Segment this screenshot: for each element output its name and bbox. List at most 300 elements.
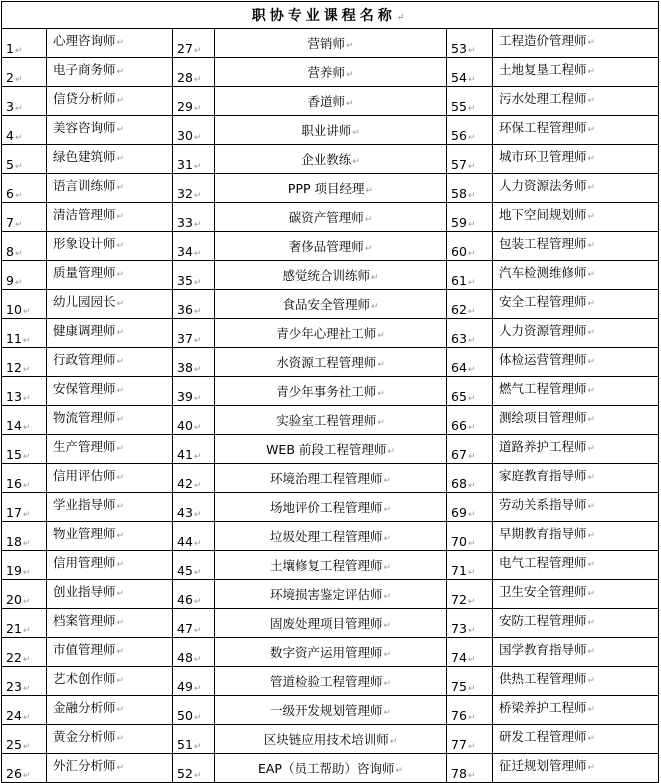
paragraph-mark-icon: ↵: [193, 191, 202, 201]
course-name-text: 环保工程管理师: [499, 120, 587, 135]
table-title: [2, 2, 659, 29]
course-name-text: 供热工程管理师: [499, 671, 587, 686]
paragraph-mark-icon: ↵: [587, 502, 596, 512]
course-number: [173, 609, 215, 638]
course-number: [447, 493, 493, 522]
course-number: [447, 725, 493, 754]
course-name: [493, 464, 659, 493]
course-number: [447, 580, 493, 609]
course-name-text: 行政管理师: [53, 352, 116, 367]
course-name: [47, 754, 173, 783]
course-number-text: 16: [6, 476, 22, 491]
paragraph-mark-icon: ↵: [22, 336, 31, 346]
course-name-text: 土地复垦工程师: [499, 62, 587, 77]
course-number-text: 37: [177, 331, 193, 346]
course-number-text: 10: [6, 302, 22, 317]
paragraph-mark-icon: ↵: [22, 626, 31, 636]
course-number-text: 60: [451, 244, 467, 259]
paragraph-mark-icon: ↵: [116, 618, 125, 628]
course-number-text: 21: [6, 621, 22, 636]
course-name: [493, 580, 659, 609]
course-number: [2, 667, 47, 696]
course-name-text: 黄金分析师: [53, 729, 116, 744]
course-name-text: 心理咨询师: [53, 33, 116, 48]
course-number: [173, 580, 215, 609]
paragraph-mark-icon: ↵: [193, 133, 202, 143]
paragraph-mark-icon: ↵: [116, 183, 125, 193]
course-number-text: 28: [177, 70, 193, 85]
paragraph-mark-icon: ↵: [193, 626, 202, 636]
paragraph-mark-icon: ↵: [396, 13, 409, 23]
paragraph-mark-icon: ↵: [377, 418, 385, 428]
paragraph-mark-icon: ↵: [377, 360, 385, 370]
course-name-text: 营养师: [307, 65, 345, 80]
course-name-text: 数字资产运用管理师: [269, 645, 383, 660]
paragraph-mark-icon: ↵: [587, 763, 596, 773]
course-number-text: 53: [451, 41, 467, 56]
course-number: [2, 580, 47, 609]
course-number: [447, 377, 493, 406]
course-number-text: 48: [177, 650, 193, 665]
paragraph-mark-icon: ↵: [116, 328, 125, 338]
paragraph-mark-icon: ↵: [467, 133, 476, 143]
paragraph-mark-icon: ↵: [467, 365, 476, 375]
paragraph-mark-icon: ↵: [193, 220, 202, 230]
course-number: [447, 348, 493, 377]
paragraph-mark-icon: ↵: [587, 618, 596, 628]
paragraph-mark-icon: ↵: [22, 597, 31, 607]
paragraph-mark-icon: ↵: [587, 386, 596, 396]
course-name: [493, 319, 659, 348]
course-number: [2, 551, 47, 580]
paragraph-mark-icon: ↵: [467, 742, 476, 752]
course-number-text: 20: [6, 592, 22, 607]
course-number: [173, 145, 215, 174]
paragraph-mark-icon: ↵: [467, 423, 476, 433]
course-number-text: 24: [6, 708, 22, 723]
course-name-text: 食品安全管理师: [282, 297, 370, 312]
course-name: [215, 580, 447, 609]
course-number: [2, 493, 47, 522]
paragraph-mark-icon: ↵: [467, 626, 476, 636]
paragraph-mark-icon: ↵: [116, 705, 125, 715]
course-name: [215, 261, 447, 290]
paragraph-mark-icon: ↵: [193, 278, 202, 288]
paragraph-mark-icon: ↵: [587, 328, 596, 338]
course-number: [173, 232, 215, 261]
course-number: [2, 406, 47, 435]
course-number-text: 22: [6, 650, 22, 665]
course-name-text: 劳动关系指导师: [499, 497, 587, 512]
course-name: [47, 58, 173, 87]
paragraph-mark-icon: ↵: [467, 307, 476, 317]
course-name-text: 形象设计师: [53, 236, 116, 251]
course-name: [47, 174, 173, 203]
course-name-text: 美容咨询师: [53, 120, 116, 135]
course-name: [215, 522, 447, 551]
paragraph-mark-icon: ↵: [383, 505, 392, 515]
course-number: [447, 261, 493, 290]
paragraph-mark-icon: ↵: [395, 766, 404, 776]
course-number: [2, 435, 47, 464]
course-number-text: 8: [6, 244, 14, 259]
course-name: [493, 58, 659, 87]
paragraph-mark-icon: ↵: [193, 452, 202, 462]
course-number-text: 57: [451, 157, 467, 172]
course-number: [447, 464, 493, 493]
course-number-text: 42: [177, 476, 193, 491]
course-name-text: 清洁管理师: [53, 207, 116, 222]
course-number-text: 26: [6, 766, 22, 781]
paragraph-mark-icon: ↵: [193, 684, 202, 694]
course-name: [215, 406, 447, 435]
course-number-text: 64: [451, 360, 467, 375]
paragraph-mark-icon: ↵: [14, 191, 23, 201]
course-name-text: 学业指导师: [53, 497, 116, 512]
course-number-text: 59: [451, 215, 467, 230]
paragraph-mark-icon: ↵: [22, 394, 31, 404]
paragraph-mark-icon: ↵: [116, 67, 125, 77]
course-name-text: 研发工程管理师: [499, 729, 587, 744]
course-name: [215, 551, 447, 580]
course-number-text: 7: [6, 215, 14, 230]
course-name: [215, 319, 447, 348]
course-number-text: 45: [177, 563, 193, 578]
course-number-text: 51: [177, 737, 193, 752]
paragraph-mark-icon: ↵: [193, 162, 202, 172]
paragraph-mark-icon: ↵: [345, 70, 354, 80]
course-number-text: 77: [451, 737, 467, 752]
course-name-text: 质量管理师: [53, 265, 116, 280]
table-row: [2, 464, 659, 493]
course-number: [447, 203, 493, 232]
course-number: [447, 551, 493, 580]
table-row: [2, 406, 659, 435]
paragraph-mark-icon: ↵: [14, 249, 23, 259]
paragraph-mark-icon: ↵: [345, 41, 354, 51]
course-number-text: 74: [451, 650, 467, 665]
course-name-text: EAP（员工帮助）咨询师: [257, 761, 395, 776]
course-name: [215, 87, 447, 116]
course-number: [447, 435, 493, 464]
paragraph-mark-icon: ↵: [116, 270, 125, 280]
course-name-text: 固废处理项目管理师: [269, 616, 383, 631]
course-name-text: 管道检验工程管理师: [269, 674, 383, 689]
course-name: [47, 435, 173, 464]
paragraph-mark-icon: ↵: [383, 621, 392, 631]
paragraph-mark-icon: ↵: [14, 104, 23, 114]
paragraph-mark-icon: ↵: [116, 444, 125, 454]
course-name: [493, 116, 659, 145]
course-name: [215, 145, 447, 174]
course-number-text: 33: [177, 215, 193, 230]
course-number-text: 78: [451, 766, 467, 781]
paragraph-mark-icon: ↵: [193, 510, 202, 520]
paragraph-mark-icon: ↵: [116, 386, 125, 396]
course-number-text: 39: [177, 389, 193, 404]
course-name: [493, 754, 659, 783]
course-name: [493, 232, 659, 261]
course-number-text: 29: [177, 99, 193, 114]
paragraph-mark-icon: ↵: [22, 452, 31, 462]
course-number-text: 52: [177, 766, 193, 781]
paragraph-mark-icon: ↵: [14, 220, 23, 230]
paragraph-mark-icon: ↵: [587, 415, 596, 425]
course-number: [2, 261, 47, 290]
course-number-text: 27: [177, 41, 193, 56]
course-name-text: 碳资产管理师: [288, 210, 364, 225]
paragraph-mark-icon: ↵: [22, 307, 31, 317]
course-name: [215, 667, 447, 696]
course-name: [47, 377, 173, 406]
course-name: [47, 609, 173, 638]
course-name-text: 青少年事务社工师: [276, 384, 377, 399]
paragraph-mark-icon: ↵: [383, 592, 392, 602]
paragraph-mark-icon: ↵: [587, 212, 596, 222]
course-name: [47, 725, 173, 754]
course-number: [173, 87, 215, 116]
course-number-text: 69: [451, 505, 467, 520]
table-row: [2, 319, 659, 348]
course-name: [493, 522, 659, 551]
table-row: [2, 116, 659, 145]
paragraph-mark-icon: ↵: [193, 75, 202, 85]
course-name-text: 物业管理师: [53, 526, 116, 541]
paragraph-mark-icon: ↵: [193, 713, 202, 723]
course-name-text: 感觉统合训练师: [282, 268, 370, 283]
course-name-text: 金融分析师: [53, 700, 116, 715]
course-number-text: 30: [177, 128, 193, 143]
title-text: 职协专业课程名称: [251, 8, 396, 24]
course-number: [173, 435, 215, 464]
course-number: [173, 754, 215, 783]
course-name: [47, 696, 173, 725]
paragraph-mark-icon: ↵: [22, 742, 31, 752]
course-number: [447, 667, 493, 696]
course-name: [47, 551, 173, 580]
table-row: [2, 493, 659, 522]
course-name-text: 体检运营管理师: [499, 352, 587, 367]
course-number-text: 25: [6, 737, 22, 752]
paragraph-mark-icon: ↵: [383, 708, 392, 718]
table-row: [2, 145, 659, 174]
course-number-text: 11: [6, 331, 22, 346]
paragraph-mark-icon: ↵: [116, 676, 125, 686]
course-name: [215, 232, 447, 261]
table-row: [2, 609, 659, 638]
course-number-text: 9: [6, 273, 14, 288]
course-name-text: 城市环卫管理师: [499, 149, 587, 164]
course-number: [447, 145, 493, 174]
paragraph-mark-icon: ↵: [383, 476, 392, 486]
course-number-text: 68: [451, 476, 467, 491]
paragraph-mark-icon: ↵: [193, 423, 202, 433]
course-number: [2, 377, 47, 406]
course-number: [447, 29, 493, 58]
course-number: [173, 551, 215, 580]
table-row: [2, 348, 659, 377]
course-number-text: 6: [6, 186, 14, 201]
paragraph-mark-icon: ↵: [116, 473, 125, 483]
course-number-text: 19: [6, 563, 22, 578]
course-number: [173, 638, 215, 667]
course-number: [173, 348, 215, 377]
paragraph-mark-icon: ↵: [352, 128, 360, 138]
course-name-text: 创业指导师: [53, 584, 116, 599]
paragraph-mark-icon: ↵: [22, 423, 31, 433]
course-name: [215, 58, 447, 87]
course-name: [493, 29, 659, 58]
course-name-text: 绿色建筑师: [53, 149, 116, 164]
paragraph-mark-icon: ↵: [193, 249, 202, 259]
course-name: [493, 551, 659, 580]
course-name: [493, 638, 659, 667]
paragraph-mark-icon: ↵: [365, 186, 374, 196]
course-number: [173, 464, 215, 493]
table-row: [2, 638, 659, 667]
course-name-text: 电气工程管理师: [499, 555, 587, 570]
course-number-text: 13: [6, 389, 22, 404]
table-row: [2, 261, 659, 290]
table-row: [2, 377, 659, 406]
paragraph-mark-icon: ↵: [193, 481, 202, 491]
course-number: [2, 609, 47, 638]
course-name: [47, 261, 173, 290]
course-number: [2, 754, 47, 783]
course-name: [493, 87, 659, 116]
paragraph-mark-icon: ↵: [467, 655, 476, 665]
course-number-text: 12: [6, 360, 22, 375]
table-row: [2, 754, 659, 783]
course-number: [447, 232, 493, 261]
paragraph-mark-icon: ↵: [467, 249, 476, 259]
course-name: [493, 203, 659, 232]
paragraph-mark-icon: ↵: [116, 125, 125, 135]
paragraph-mark-icon: ↵: [116, 154, 125, 164]
course-name: [493, 145, 659, 174]
paragraph-mark-icon: ↵: [587, 67, 596, 77]
paragraph-mark-icon: ↵: [193, 336, 202, 346]
table-row: [2, 522, 659, 551]
paragraph-mark-icon: ↵: [587, 241, 596, 251]
paragraph-mark-icon: ↵: [587, 154, 596, 164]
course-name-text: 生产管理师: [53, 439, 116, 454]
paragraph-mark-icon: ↵: [116, 299, 125, 309]
course-name: [47, 87, 173, 116]
course-name: [215, 174, 447, 203]
course-number-text: 73: [451, 621, 467, 636]
course-name-text: 安全工程管理师: [499, 294, 587, 309]
course-number-text: 54: [451, 70, 467, 85]
paragraph-mark-icon: ↵: [22, 771, 31, 781]
course-name: [47, 232, 173, 261]
paragraph-mark-icon: ↵: [22, 539, 31, 549]
course-name: [47, 464, 173, 493]
course-number: [447, 522, 493, 551]
course-name: [47, 116, 173, 145]
course-name-text: 电子商务师: [53, 62, 116, 77]
course-name-text: 人力资源法务师: [499, 178, 587, 193]
paragraph-mark-icon: ↵: [116, 560, 125, 570]
paragraph-mark-icon: ↵: [467, 771, 476, 781]
course-number: [2, 348, 47, 377]
paragraph-mark-icon: ↵: [467, 684, 476, 694]
course-name-text: 安防工程管理师: [499, 613, 587, 628]
paragraph-mark-icon: ↵: [587, 473, 596, 483]
table-row: [2, 87, 659, 116]
table-row: [2, 725, 659, 754]
course-name-text: 实验室工程管理师: [276, 413, 377, 428]
course-name: [215, 116, 447, 145]
paragraph-mark-icon: ↵: [193, 394, 202, 404]
course-number-text: 15: [6, 447, 22, 462]
paragraph-mark-icon: ↵: [587, 560, 596, 570]
course-name-text: 工程造价管理师: [499, 33, 587, 48]
paragraph-mark-icon: ↵: [587, 647, 596, 657]
course-number: [447, 319, 493, 348]
course-name: [215, 493, 447, 522]
course-number-text: 62: [451, 302, 467, 317]
paragraph-mark-icon: ↵: [467, 336, 476, 346]
paragraph-mark-icon: ↵: [467, 75, 476, 85]
paragraph-mark-icon: ↵: [345, 99, 354, 109]
course-name: [493, 609, 659, 638]
course-number: [173, 377, 215, 406]
paragraph-mark-icon: ↵: [467, 713, 476, 723]
course-number-text: 50: [177, 708, 193, 723]
paragraph-mark-icon: ↵: [467, 452, 476, 462]
paragraph-mark-icon: ↵: [352, 157, 360, 167]
course-name-text: 包装工程管理师: [499, 236, 587, 251]
course-number: [2, 290, 47, 319]
course-number: [447, 696, 493, 725]
course-number: [2, 87, 47, 116]
paragraph-mark-icon: ↵: [587, 589, 596, 599]
course-name-text: 幼儿园园长: [53, 294, 116, 309]
course-number: [173, 522, 215, 551]
paragraph-mark-icon: ↵: [14, 162, 23, 172]
paragraph-mark-icon: ↵: [193, 539, 202, 549]
course-number-text: 61: [451, 273, 467, 288]
paragraph-mark-icon: ↵: [467, 104, 476, 114]
course-name: [215, 464, 447, 493]
course-number: [2, 696, 47, 725]
course-number: [447, 406, 493, 435]
course-name: [47, 319, 173, 348]
course-number-text: 70: [451, 534, 467, 549]
paragraph-mark-icon: ↵: [587, 299, 596, 309]
paragraph-mark-icon: ↵: [587, 270, 596, 280]
paragraph-mark-icon: ↵: [22, 365, 31, 375]
course-name-text: 市值管理师: [53, 642, 116, 657]
course-number: [2, 725, 47, 754]
paragraph-mark-icon: ↵: [467, 278, 476, 288]
course-name-text: 健康调理师: [53, 323, 116, 338]
paragraph-mark-icon: ↵: [467, 220, 476, 230]
course-number: [173, 29, 215, 58]
table-row: [2, 580, 659, 609]
course-name: [493, 377, 659, 406]
paragraph-mark-icon: ↵: [22, 510, 31, 520]
course-name-text: 燃气工程管理师: [499, 381, 587, 396]
paragraph-mark-icon: ↵: [116, 96, 125, 106]
course-number: [173, 261, 215, 290]
paragraph-mark-icon: ↵: [116, 589, 125, 599]
course-number-text: 63: [451, 331, 467, 346]
course-name: [47, 145, 173, 174]
course-number-text: 4: [6, 128, 14, 143]
course-number-text: 41: [177, 447, 193, 462]
